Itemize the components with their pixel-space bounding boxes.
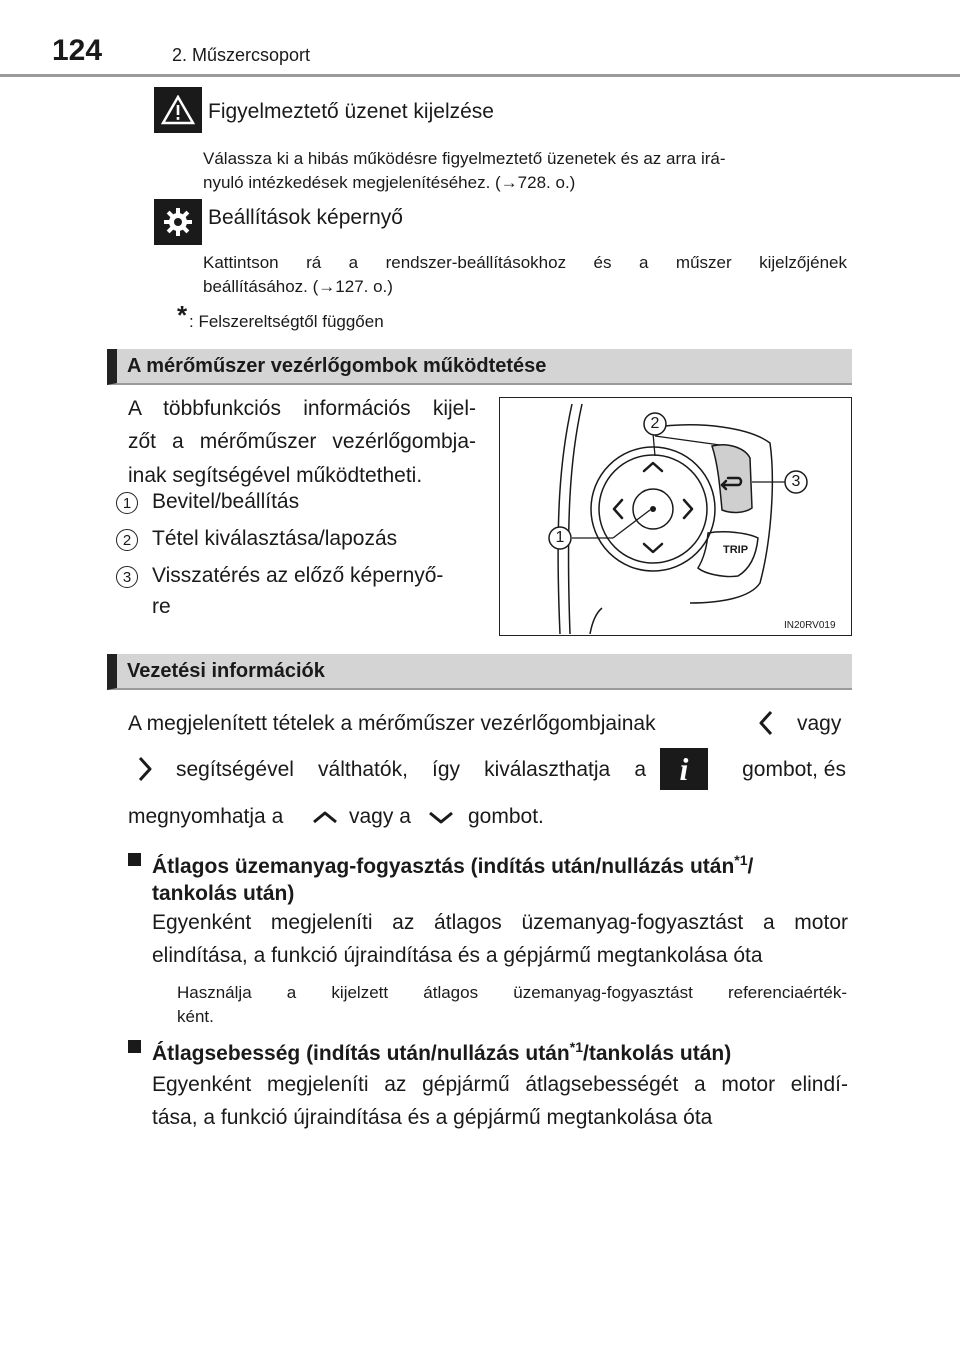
chevron-down-icon — [428, 810, 454, 824]
callout-1: 1 — [555, 529, 565, 546]
trip-button-label: TRIP — [723, 544, 749, 556]
footnote-ref: *1 — [734, 852, 748, 868]
bullet-square — [128, 1040, 141, 1053]
fuel-body-1: Egyenként megjeleníti az átlagos üzemanyag-fogyasztást a motor — [152, 911, 848, 934]
footnote-ref: *1 — [569, 1039, 583, 1055]
diagram-drawing — [500, 398, 850, 634]
speed-body-1: Egyenként megjeleníti az gépjármű átlagsebességét a motor elindí- — [152, 1073, 848, 1096]
para-line-1: A megjelenített tételek a mérőműszer vezérlőgombjainak — [128, 712, 656, 735]
list-item-text: Bevitel/beállítás — [152, 490, 300, 513]
section-title: A mérőműszer vezérlőgombok működtetése — [127, 355, 547, 377]
intro-line-1: A többfunkciós információs kijel- — [128, 397, 476, 420]
callout-3: 3 — [791, 473, 801, 490]
para-line-3: megnyomhatja a — [128, 805, 284, 828]
para-line-2-end: gombot, és — [742, 758, 846, 781]
footnote-mark: * — [177, 300, 188, 330]
warning-title: Figyelmeztető üzenet kijelzése — [208, 100, 494, 123]
para-line-1-end: vagy — [797, 712, 842, 735]
footnote-text: : Felszereltségtől függően — [189, 312, 384, 331]
fuel-body-2: elindítása, a funkció újraindítása és a gépjármű megtankolása óta — [152, 944, 763, 967]
steering-switch-diagram — [499, 397, 852, 636]
sub-heading-fuel-cont: tankolás után) — [152, 882, 295, 905]
info-icon — [660, 748, 708, 790]
speed-body-2: tása, a funkció újraindítása és a gépjármű megtankolása óta — [152, 1106, 713, 1129]
chevron-right-icon — [137, 756, 153, 782]
page-number: 124 — [52, 34, 103, 67]
para-line-3-end: gombot. — [468, 805, 544, 828]
chevron-left-icon — [758, 710, 774, 736]
warning-desc-2: nyuló intézkedések megjelenítéséhez. (→728. o.) — [203, 173, 576, 192]
chevron-up-icon — [312, 810, 338, 824]
para-line-3-mid: vagy a — [349, 805, 411, 828]
para-line-2: segítségével válthatók, így kiválaszthatja a — [176, 758, 646, 781]
fuel-note-1: Használja a kijelzett átlagos üzemanyag-fogyasztást referenciaérték- — [177, 983, 847, 1002]
settings-title: Beállítások képernyő — [208, 206, 403, 229]
sub-heading-speed — [152, 1030, 731, 1071]
sub-heading-text-end: / — [747, 855, 754, 878]
chapter-title: 2. Műszercsoport — [172, 45, 311, 65]
info-glyph: i — [679, 750, 689, 787]
intro-line-2: zőt a mérőműszer vezérlőgombja- — [128, 430, 476, 453]
settings-desc-2: beállításához. (→127. o.) — [203, 277, 393, 296]
section-heading-driving-info — [107, 654, 852, 690]
section-heading-controls — [107, 349, 852, 385]
section-title: Vezetési információk — [127, 660, 325, 682]
sub-heading-text: Átlagsebesség (indítás után/nullázás után — [152, 1042, 570, 1065]
settings-desc-1: Kattintson rá a rendszer-beállításokhoz és a műszer kijelzőjének — [203, 253, 847, 272]
fuel-note-2: ként. — [177, 1007, 214, 1026]
sub-heading-text-end: /tankolás után) — [583, 1042, 732, 1065]
list-number: 2 — [116, 529, 138, 551]
sub-heading-text: Átlagos üzemanyag-fogyasztás (indítás után/nullázás után — [152, 855, 735, 878]
callout-2: 2 — [650, 415, 660, 432]
warning-icon — [154, 87, 202, 133]
figure-code: IN20RV019 — [784, 620, 836, 631]
list-item-text: Visszatérés az előző képernyő- — [152, 564, 444, 587]
header-rule — [0, 74, 960, 77]
list-item-text-cont: re — [152, 595, 171, 618]
intro-line-3: inak segítségével működtetheti. — [128, 464, 423, 487]
list-item-text: Tétel kiválasztása/lapozás — [152, 527, 398, 550]
list-number: 1 — [116, 492, 138, 514]
bullet-square — [128, 853, 141, 866]
list-number: 3 — [116, 566, 138, 588]
warning-desc-1: Válassza ki a hibás működésre figyelmeztető üzenetek és az arra irá- — [203, 149, 726, 168]
gear-icon — [154, 199, 202, 245]
